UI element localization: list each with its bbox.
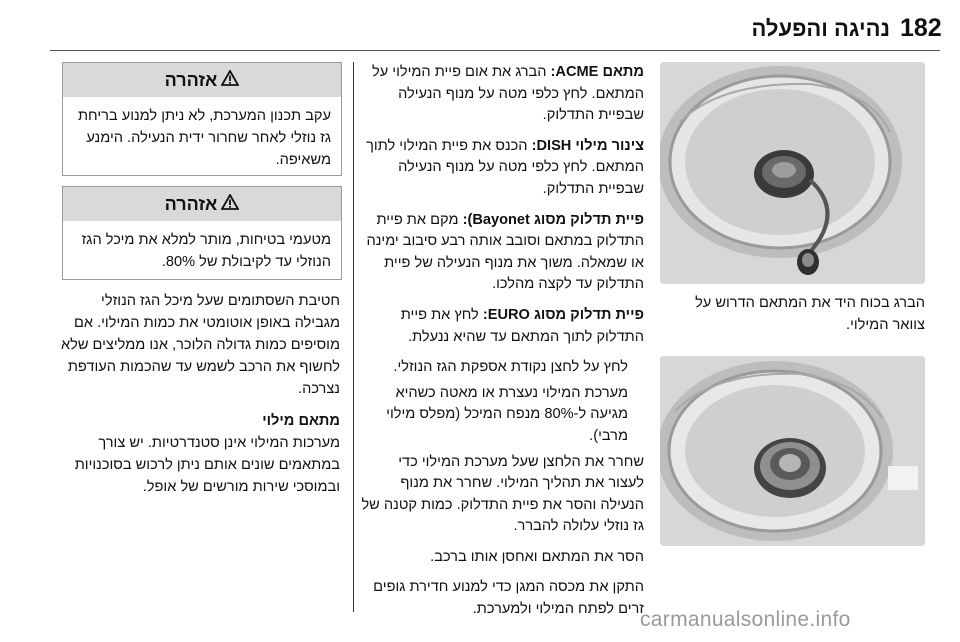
warning-title-2 bbox=[63, 187, 341, 221]
running-head: נהיגה והפעלה bbox=[751, 16, 890, 41]
euro-text: לחץ את פיית התדלוק לתוך המתאם עד שהיא ננעלת. bbox=[400, 306, 644, 345]
warning-icon bbox=[221, 70, 239, 91]
adapter-paragraph: מערכות המילוי אינן סטנדרטיות. יש צורך במתאמים שונים אותם ניתן לרכוש בסוכנויות ובמוסכי שירות מורשים של אופל. bbox=[74, 435, 340, 495]
warning-text-2: מטעמי בטיחות, מותר למלא את מיכל הגז הנוזלי עד לקיבולת של 80%. bbox=[81, 232, 331, 270]
bayonet-paragraph bbox=[360, 210, 644, 296]
warning-icon bbox=[221, 194, 239, 215]
middle-column bbox=[360, 62, 644, 630]
warning-title-text: אזהרה bbox=[164, 193, 218, 214]
bayonet-text: מקם את פיית התדלוק במתאם וסובב אותה רבע סיבוב ימינה או שמאלה. משוך את מנוף הנעילה של פיית התדלוק עד לקצה מהלכו. bbox=[366, 211, 644, 293]
acme-text: הברג את אום פיית המילוי על המתאם. לחץ כלפי מטה על מנוף הנעילה שבפיית התדלוק. bbox=[372, 64, 644, 124]
release-paragraph: שחרר את הלחצן שעל מערכת המילוי כדי לעצור את תהליך המילוי. שחרר את מנוף הנעילה והסר את פיית התדלוק. כמות קטנה של גז נוזלי עלולה להברר. bbox=[361, 453, 644, 535]
adapter-heading: מתאם מילוי bbox=[262, 413, 340, 429]
warning-box-1 bbox=[62, 62, 342, 176]
cap-paragraph: התקן את מכסה המגן כדי למנוע חדירת גופים זרים לפתח המילוי ולמערכת. bbox=[373, 579, 644, 618]
column-divider bbox=[353, 62, 354, 612]
warning-box-2 bbox=[62, 186, 342, 280]
warning-text-1: עקב תכנון המערכת, לא ניתן למנוע בריחת גז נוזלי לאחר שחרור ידית הנעילה. הימנע משאיפה. bbox=[77, 108, 331, 168]
header-rule bbox=[50, 50, 940, 51]
left-column-text bbox=[55, 290, 340, 508]
dish-paragraph bbox=[360, 136, 644, 201]
remove-paragraph: הסר את המתאם ואחסן אותו ברכב. bbox=[430, 548, 644, 565]
photo-caption: הברג בכוח היד את המתאם הדרוש על צוואר המילוי. bbox=[695, 295, 925, 333]
page-header bbox=[0, 0, 960, 52]
euro-label: פיית תדלוק מסוג EURO: bbox=[482, 306, 644, 323]
watermark: carmanualsonline.info bbox=[640, 608, 851, 631]
dish-label: צינור מילוי DISH: bbox=[531, 137, 644, 154]
page-number: 182 bbox=[900, 14, 942, 42]
acme-label: מתאם ACME: bbox=[550, 64, 644, 80]
fuel-cap-photo bbox=[660, 62, 925, 284]
fuel-filler-adapter-photo bbox=[660, 356, 925, 546]
warning-title-1 bbox=[63, 63, 341, 97]
indent-step-2: מערכת המילוי נעצרת או מאטה כשהיא מגיעה ל-80% מנפח המיכל (מפלס מילוי מרבי). bbox=[386, 384, 628, 444]
dish-text: הכנס את פיית המילוי לתוך המתאם. לחץ כלפי מטה על מנוף הנעילה שבפיית התדלוק. bbox=[366, 137, 644, 197]
valve-paragraph: חטיבת השסתומים שעל מיכל הגז הנוזלי מגבילה באופן אוטומטי את כמות המילוי. אם מוסיפים כמות גדולה הלוכר, אנו ממליצים שלא לחשוף את הרכב לשמש עד שהכמות העודפת נצרכה. bbox=[60, 293, 340, 397]
bayonet-label: פיית תדלוק מסוג Bayonet): bbox=[462, 211, 644, 228]
acme-paragraph bbox=[360, 62, 644, 127]
warning-title-text: אזהרה bbox=[164, 69, 218, 90]
indent-step-1: לחץ על לחצן נקודת אספקת הגז הנוזלי. bbox=[393, 359, 628, 376]
euro-paragraph bbox=[360, 305, 644, 348]
